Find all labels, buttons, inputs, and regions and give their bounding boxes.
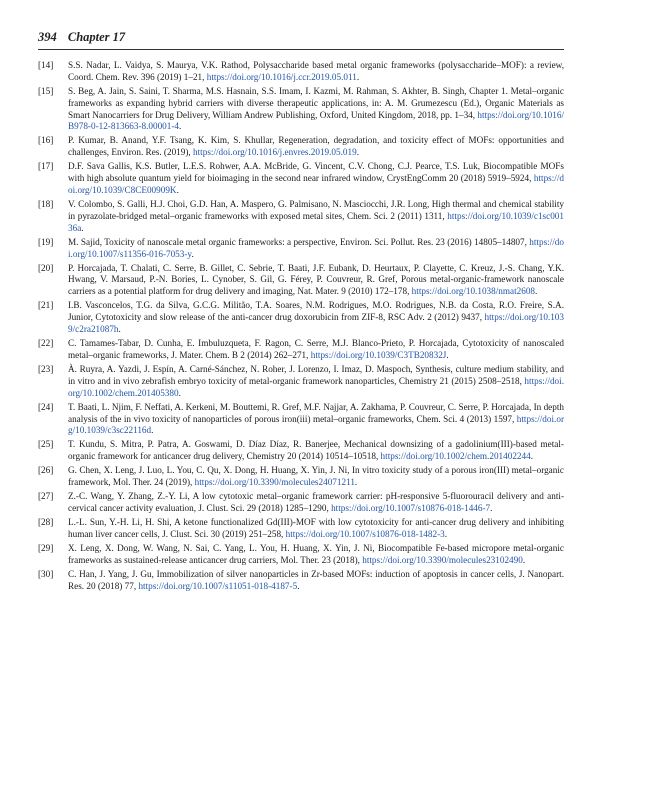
reference-number: [20] [38,262,54,273]
reference-doi-link[interactable]: https://doi.org/10.1038/nmat2608 [411,286,536,297]
reference-doi-link[interactable]: https://doi.org/10.3390/molecules24071211 [194,477,355,488]
reference-item [38,263,564,299]
reference-doi-link[interactable]: https://doi.org/10.1039/c3sc22116d [68,413,564,436]
running-header [38,30,125,45]
reference-text: P. Kumar, B. Anand, Y.F. Tsang, K. Kim, S. Khullar, Regeneration, degradation, and toxicity effect of MOFs: opportunities and challenges, Environ. Res. (2019), [68,135,564,158]
reference-end: . [356,147,359,158]
reference-end: . [179,121,182,132]
reference-end: . [176,185,179,195]
reference-number: [21] [38,300,54,311]
reference-text: S. Beg, A. Jain, S. Saini, T. Sharma, M.S. Hasnain, S.S. Imam, I. Kazmi, M. Rahman, S. Akhter, B. Singh, Chapter 1. Metal–organic frameworks as expanding hybrid carriers with diverse therapeutic applications, in: A. M. Grumezescu (Ed.), Organic Materials as Smart Nanocarriers for Drug Delivery, William Andrew Publishing, Oxford, United Kingdom, 2018, pp. 1–34, [68,85,564,120]
reference-text: C. Tamames-Tabar, D. Cunha, E. Imbuluzqueta, F. Ragon, C. Serre, M.J. Blanco-Prieto, P. Horcajada, Cytotoxicity of nanoscaled metal–organic frameworks, J. Mater. Chem. B 2 (2014) 262–271, [68,338,564,360]
reference-list [38,60,564,595]
page-number: 394 [38,30,57,44]
reference-doi-link[interactable]: https://doi.org/10.1016/B978-0-12-813663-8.00001-4 [68,109,564,132]
reference-item [38,237,564,261]
reference-item [38,543,564,567]
reference-number: [24] [38,401,54,412]
reference-item [38,402,564,438]
reference-number: [25] [38,439,54,450]
reference-end: . [81,222,84,233]
reference-text: S.S. Nadar, L. Vaidya, S. Maurya, V.K. Rathod, Polysaccharide based metal organic frameworks (polysaccharide–MOF): a review, Coord. Chem. Rev. 396 (2019) 1–21, [68,60,564,82]
reference-doi-link[interactable]: https://doi.org/10.1007/s11051-018-4187-5 [138,580,298,591]
reference-end: . [535,286,538,297]
reference-item [38,364,564,400]
header-rule [38,49,564,50]
reference-text: T. Kundu, S. Mitra, P. Patra, A. Goswami, D. Díaz Díaz, R. Banerjee, Mechanical downsizing of a gadolinium(III)-based metal-organic framework for anticancer drug delivery, Chemistry 20 (2014) 10514–10518, [68,439,564,462]
reference-item [38,569,564,593]
reference-end: . [191,248,194,259]
reference-text: V. Colombo, S. Galli, H.J. Choi, G.D. Han, A. Maspero, G. Palmisano, N. Masciocchi, J.R. Long, High thermal and chemical stability in pyrazolate-bridged metal–organic frameworks with exposed metal sites, Chem. Sci. 2 (2011) 1311, [68,199,564,221]
reference-number: [30] [38,568,54,579]
reference-doi-link[interactable]: https://doi.org/10.1007/s10876-018-1482-3 [285,528,445,539]
reference-doi-link[interactable]: https://doi.org/10.3390/molecules23102490 [362,554,523,565]
reference-text: G. Chen, X. Leng, J. Luo, L. You, C. Qu, X. Dong, H. Huang, X. Yin, J. Ni, In vitro toxicity study of a porous iron(III) metal–organic framework, Mol. Ther. 24 (2019), [68,465,564,488]
reference-end: . [297,580,300,591]
reference-end: . [354,477,358,488]
reference-doi-link[interactable]: https://doi.org/10.1007/s11356-016-7053-y [68,236,564,259]
reference-doi-link[interactable]: https://doi.org/10.1016/j.envres.2019.05.019 [193,147,357,158]
reference-item [38,199,564,235]
reference-item [38,60,564,84]
reference-text: Z.-C. Wang, Y. Zhang, Z.-Y. Li, A low cytotoxic metal–organic framework carrier: pH-responsive 5-fluorouracil delivery and anti-cervical cancer activity evaluation, J. Clust. Sci. 29 (2018) 1285–1290, [68,491,564,513]
reference-item [38,300,564,336]
reference-end: . [118,324,121,335]
reference-end: . [530,451,533,462]
reference-end: . [356,71,360,82]
reference-number: [28] [38,517,54,527]
reference-doi-link[interactable]: https://doi.org/10.1007/s10876-018-1446-7 [331,502,491,513]
reference-number: [27] [38,491,54,502]
reference-item [38,517,564,541]
reference-end: . [446,349,449,360]
reference-number: [18] [38,199,54,210]
reference-doi-link[interactable]: https://doi.org/10.1039/c1sc00136a [68,210,564,233]
reference-doi-link[interactable]: https://doi.org/10.1039/C8CE00909K [68,173,564,195]
reference-number: [23] [38,363,54,374]
reference-number: [22] [38,338,54,349]
reference-number: [29] [38,542,54,553]
reference-number: [16] [38,135,54,146]
reference-text: I.B. Vasconcelos, T.G. da Silva, G.C.G. Militão, T.A. Soares, N.M. Rodrigues, M.O. Rodrigues, N.B. da Costa, R.O. Freire, S.A. Junior, Cytotoxicity and slow release of the anti-cancer drug doxorubicin from ZIF-8, RSC Adv. 2 (2012) 9437, [68,300,564,323]
reference-item [38,465,564,489]
reference-doi-link[interactable]: https://doi.org/10.1039/c2ra21087h [68,312,564,335]
reference-item [38,161,564,197]
reference-number: [15] [38,85,54,96]
reference-text: D.F. Sava Gallis, K.S. Butler, L.E.S. Rohwer, A.A. McBride, G. Vincent, C.V. Chong, C.J. Pearce, T.S. Luk, Biocompatible MOFs with high absolute quantum yield for bioimaging in the second near infrared window, CrystEngComm 20 (2018) 5919–5924, [68,161,564,184]
reference-end: . [490,502,493,513]
chapter-label: Chapter 17 [67,30,126,44]
reference-item [38,338,564,362]
reference-doi-link[interactable]: https://doi.org/10.1039/C3TB20832J [310,349,447,360]
reference-text: C. Han, J. Yang, J. Gu, Immobilization of silver nanoparticles in Zr-based MOFs: induction of apoptosis in cancer cells, J. Nanopart. Res. 20 (2018) 77, [68,568,564,591]
reference-text: T. Baati, L. Njim, F. Neffati, A. Kerkeni, M. Bouttemi, R. Gref, M.F. Najjar, A. Zakhama, P. Couvreur, C. Serre, P. Horcajada, In depth analysis of the in vivo toxicity of nanoparticles of porous iron(iii) metal–organic frameworks, Chem. Sci. 4 (2013) 1597, [68,401,564,424]
reference-number: [26] [38,465,54,476]
reference-end: . [178,387,181,398]
reference-text: L.-L. Sun, Y.-H. Li, H. Shi, A ketone functionalized Gd(III)-MOF with low cytotoxicity for anti-cancer drug delivery and inhibiting human liver cancer cells, J. Clust. Sci. 30 (2019) 251–258, [68,517,564,539]
reference-text: P. Horcajada, T. Chalati, C. Serre, B. Gillet, C. Sebrie, T. Baati, J.F. Eubank, D. Heurtaux, P. Clayette, C. Kreuz, J.-S. Chang, Y.K. Hwang, V. Marsaud, P.-N. Bories, L. Cynober, S. Gil, G. Férey, P. Couvreur, R. Gref, Porous metal-organic-framework nanoscale carriers as a potential platform for drug delivery and imaging, Nat. Mater. 9 (2010) 172–178, [68,262,564,297]
reference-text: X. Leng, X. Dong, W. Wang, N. Sai, C. Yang, L. You, H. Huang, X. Yin, J. Ni, Biocompatible Fe-based micropore metal-organic frameworks as sustained-release anticancer drug carriers, Mol. Ther. 23 (2018), [68,542,564,565]
reference-doi-link[interactable]: https://doi.org/10.1002/chem.201402244 [380,451,531,462]
reference-item [38,439,564,463]
reference-item [38,86,564,133]
reference-number: [19] [38,236,54,247]
reference-item [38,135,564,159]
reference-text: À. Ruyra, A. Yazdi, J. Espín, A. Carné-Sánchez, N. Roher, J. Lorenzo, I. Imaz, D. Maspoch, Synthesis, culture medium stability, and in vitro and in vivo zebrafish embryo toxicity of metal-organic framework nanoparticles, Chemistry 21 (2015) 2508–2518, [68,363,564,386]
reference-doi-link[interactable]: https://doi.org/10.1002/chem.201405380 [68,375,564,398]
reference-number: [17] [38,161,54,172]
reference-number: [14] [38,60,54,70]
reference-doi-link[interactable]: https://doi.org/10.1016/j.ccr.2019.05.011 [206,71,357,82]
reference-end: . [444,528,448,539]
reference-end: . [151,425,154,436]
reference-end: . [522,554,526,565]
reference-text: M. Sajid, Toxicity of nanoscale metal organic frameworks: a perspective, Environ. Sci. Pollut. Res. 23 (2016) 14805–14807, [68,236,530,247]
reference-item [38,491,564,515]
